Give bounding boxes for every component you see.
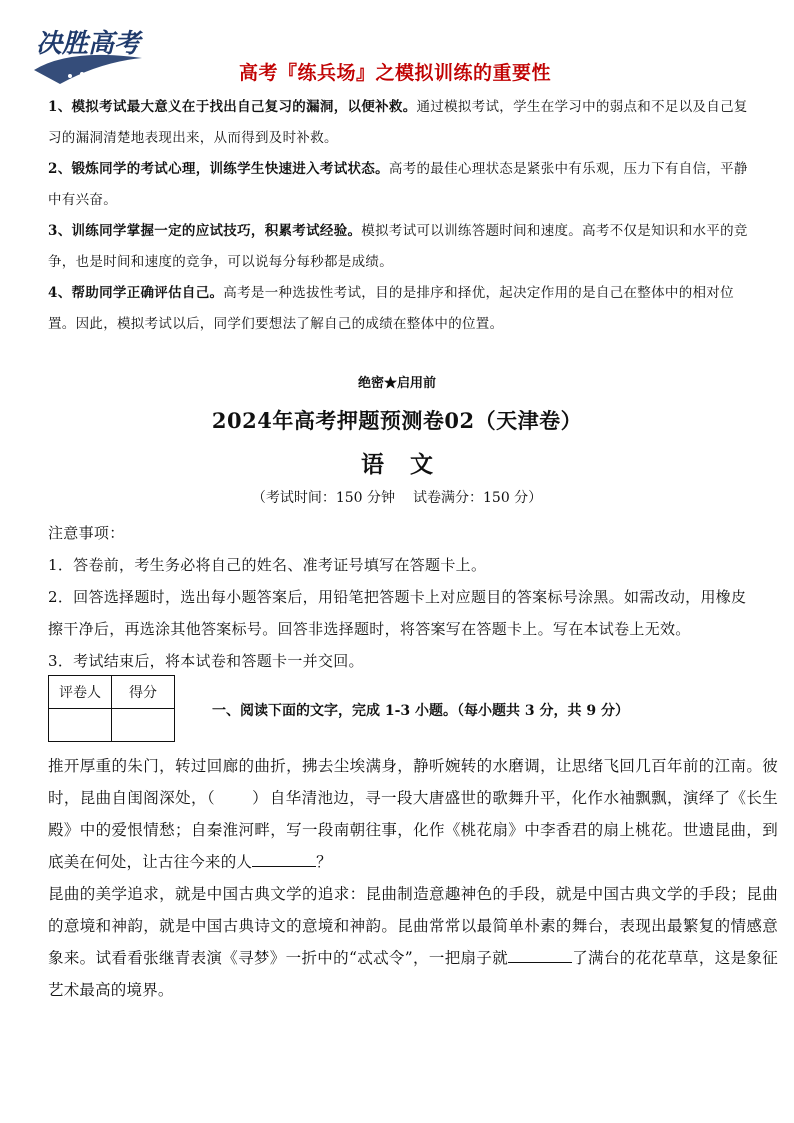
tip-body: 高考是一种选拔性考试，目的是排序和择优，起决定作用的是自己在整体中的相对位置。因此，模拟考试以后，同学们要想法了解自己的成绩在整体中的位置。 xyxy=(48,285,734,332)
tip-item xyxy=(48,154,748,216)
notes-section xyxy=(48,517,758,677)
score-cell xyxy=(112,709,175,742)
passage-text: 了满台的花花草草，这是象征艺术最高的境界。 xyxy=(48,949,778,999)
tip-lead: 2、锻炼同学的考试心理，训练学生快速进入考试状态。 xyxy=(48,161,389,177)
passage-paragraph xyxy=(48,878,778,1006)
answer-paren: （ ） xyxy=(206,789,270,807)
tip-body: 高考的最佳心理状态是紧张中有乐观，压力下有自信，平静中有兴奋。 xyxy=(48,161,748,208)
exam-time-info xyxy=(0,487,794,507)
banner-title: 高考『练兵场』之模拟训练的重要性 xyxy=(238,62,551,84)
exam-score: 试卷满分：150 分） xyxy=(413,490,543,506)
grader-cell xyxy=(49,709,112,742)
score-table xyxy=(48,675,175,742)
tip-lead: 1、模拟考试最大意义在于找出自己复习的漏洞，以便补救。 xyxy=(48,99,417,115)
passage-text: 昆曲的美学追求，就是中国古典文学的追求：昆曲制造意趣神色的手段，就是中国古典文学的手段；昆曲的意境和神韵，就是中国古典诗文的意境和神韵。昆曲常常以最简单朴素的舞台，表现出最繁复的情感意象来。试看看张继青表演《寻梦》一折中的“忒忒令”，一把扇子就 xyxy=(48,885,778,967)
answer-blank xyxy=(252,852,316,867)
tip-item xyxy=(48,92,748,154)
passage-text: ？ xyxy=(316,853,332,871)
subject-title xyxy=(0,446,794,479)
tip-body: 模拟考试可以训练答题时间和速度。高考不仅是知识和水平的竞争，也是时间和速度的竞争，可以说每分每秒都是成绩。 xyxy=(48,223,748,270)
section-heading: 一、阅读下面的文字，完成 1-3 小题。（每小题共 3 分，共 9 分） xyxy=(212,703,630,719)
passage-text: 推开厚重的朱门，转过回廊的曲折，拂去尘埃满身，静听婉转的水磨调，让思绪飞回几百年前的江南。彼时，昆曲自闺阁深处， xyxy=(48,757,778,807)
subject-char: 语 xyxy=(361,451,384,478)
passage-text: 自华清池边，寻一段大唐盛世的歌舞升平，化作水袖飘飘，演绎了《长生殿》中的爱恨情愁；自秦淮河畔，写一段南朝往事，化作《桃花扇》中李香君的扇上桃花。世遗昆曲，到底美在何处，让古往今来的人 xyxy=(48,789,778,871)
tip-item xyxy=(48,278,748,340)
logo-text: 决胜高考 xyxy=(36,29,141,59)
logo xyxy=(30,18,148,92)
exam-time: （考试时间：150 分钟 xyxy=(251,490,395,506)
tip-item xyxy=(48,216,748,278)
note-item: 3．考试结束后，将本试卷和答题卡一并交回。 xyxy=(48,652,364,670)
tips-section xyxy=(48,92,748,340)
note-item: 1．答卷前，考生务必将自己的姓名、准考证号填写在答题卡上。 xyxy=(48,556,487,574)
grader-header: 评卷人 xyxy=(49,676,112,709)
reading-passage xyxy=(48,750,778,1006)
tip-lead: 3、训练同学掌握一定的应试技巧，积累考试经验。 xyxy=(48,223,362,239)
passage-paragraph xyxy=(48,750,778,878)
tip-lead: 4、帮助同学正确评估自己。 xyxy=(48,285,224,301)
tip-body: 通过模拟考试，学生在学习中的弱点和不足以及自己复习的漏洞清楚地表现出来，从而得到及时补救。 xyxy=(48,99,748,146)
answer-blank xyxy=(508,948,572,963)
note-item: 2．回答选择题时，选出每小题答案后，用铅笔把答题卡上对应题目的答案标号涂黑。如需改动，用橡皮擦干净后，再选涂其他答案标号。回答非选择题时，将答案写在答题卡上。写在本试卷上无效。 xyxy=(48,588,747,638)
exam-title: 2024年高考押题预测卷02（天津卷） xyxy=(211,408,583,433)
notes-heading: 注意事项： xyxy=(48,524,125,542)
secret-label: 绝密★启用前 xyxy=(357,376,436,391)
score-header: 得分 xyxy=(112,676,175,709)
subject-char: 文 xyxy=(410,451,433,478)
